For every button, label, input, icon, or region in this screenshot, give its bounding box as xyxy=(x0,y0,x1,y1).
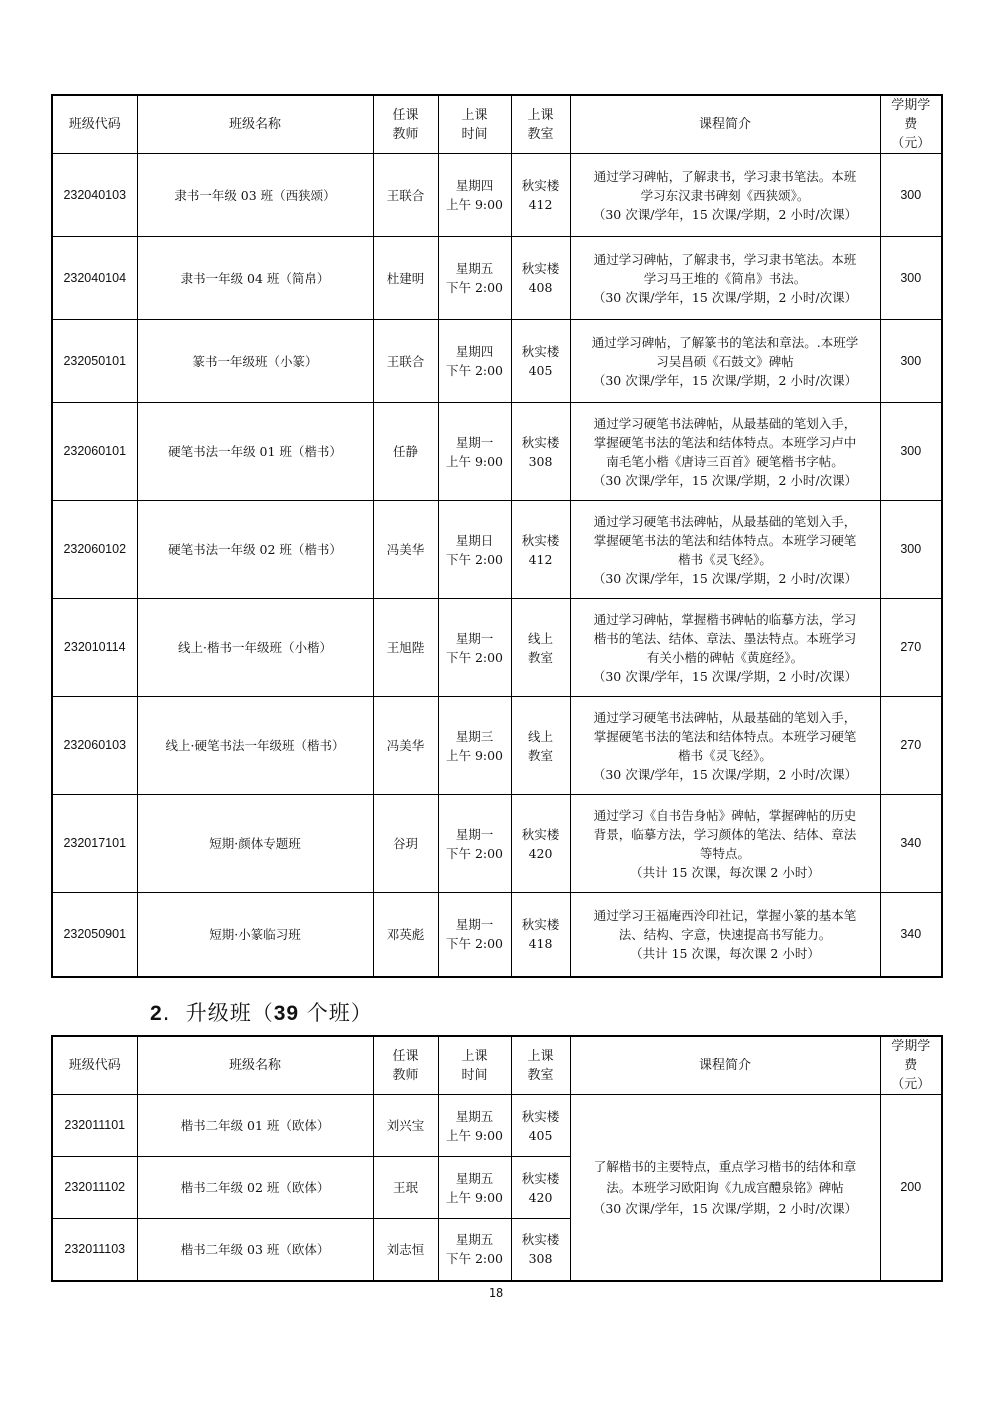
class-time xyxy=(438,501,511,599)
table-row xyxy=(52,893,942,977)
tuition-fee: 270 xyxy=(880,697,942,795)
class-code: 232040104 xyxy=(52,237,137,320)
class-name: 楷书二年级 02 班（欧体） xyxy=(137,1157,373,1219)
class-name: 楷书二年级 03 班（欧体） xyxy=(137,1219,373,1281)
teacher-name: 王珉 xyxy=(373,1157,438,1219)
cell-line: 线上 xyxy=(527,728,553,744)
classroom xyxy=(511,697,570,795)
teacher-name: 冯美华 xyxy=(373,697,438,795)
table-row xyxy=(52,154,942,237)
class-time xyxy=(438,599,511,697)
cell-line: 通过学习王福庵西泠印社记，掌握小篆的基本笔 xyxy=(593,907,857,923)
cell-line: 法、结构、字意，快速提高书写能力。 xyxy=(618,926,832,942)
classroom xyxy=(511,237,570,320)
header-fee: 学期学费 （元） xyxy=(880,1036,942,1095)
header-teacher: 任课 教师 xyxy=(373,1036,438,1095)
header-room: 上课 教室 xyxy=(511,95,570,154)
cell-line: 法。本班学习欧阳询《九成宫醴泉铭》碑帖 xyxy=(606,1179,844,1195)
course-description xyxy=(570,501,880,599)
classroom xyxy=(511,893,570,977)
classroom xyxy=(511,320,570,403)
tuition-fee: 340 xyxy=(880,795,942,893)
header-room: 上课 教室 xyxy=(511,1036,570,1095)
cell-line: 通过学习碑帖，掌握楷书碑帖的临摹方法，学习 xyxy=(593,611,857,627)
course-description xyxy=(570,1095,880,1281)
class-time xyxy=(438,893,511,977)
header-class-name: 班级名称 xyxy=(137,95,373,154)
cell-line: 通过学习碑帖，了解隶书，学习隶书笔法。本班 xyxy=(593,168,857,184)
class-code: 232050101 xyxy=(52,320,137,403)
table-row xyxy=(52,403,942,501)
teacher-name: 王联合 xyxy=(373,154,438,237)
teacher-name: 杜建明 xyxy=(373,237,438,320)
cell-line: 习吴昌硕《石鼓文》碑帖 xyxy=(656,353,794,369)
classroom xyxy=(511,1095,570,1157)
table-row xyxy=(52,237,942,320)
class-name: 线上·硬笔书法一年级班（楷书） xyxy=(137,697,373,795)
cell-line: 掌握硬笔书法的笔法和结体特点。本班学习硬笔 xyxy=(593,532,857,548)
cell-line: 星期五 xyxy=(455,261,494,276)
cell-line: 通过学习《自书告身帖》碑帖，掌握碑帖的历史 xyxy=(593,807,857,823)
teacher-name: 刘兴宝 xyxy=(373,1095,438,1157)
cell-line: 楷书《灵飞经》。 xyxy=(678,551,772,567)
class-code: 232010114 xyxy=(52,599,137,697)
cell-line: 下午 2:00 xyxy=(445,280,504,295)
teacher-name: 刘志恒 xyxy=(373,1219,438,1281)
cell-line: 上午 9:00 xyxy=(445,1189,504,1205)
cell-line: 星期三 xyxy=(455,728,494,744)
cell-line: 405 xyxy=(528,1127,553,1143)
class-time xyxy=(438,795,511,893)
course-description xyxy=(570,599,880,697)
classroom xyxy=(511,599,570,697)
class-name: 短期·颜体专题班 xyxy=(137,795,373,893)
header-description: 课程简介 xyxy=(570,1036,880,1095)
classroom xyxy=(511,1157,570,1219)
cell-line: 通过学习硬笔书法碑帖，从最基础的笔划入手， xyxy=(593,415,857,431)
teacher-name: 王联合 xyxy=(373,320,438,403)
cell-line: 等特点。 xyxy=(699,845,750,861)
cell-line: 掌握硬笔书法的笔法和结体特点。本班学习硬笔 xyxy=(593,728,857,744)
course-description xyxy=(570,154,880,237)
table-header-row xyxy=(52,95,942,154)
cell-line: 上午 9:00 xyxy=(445,453,504,469)
tuition-fee: 340 xyxy=(880,893,942,977)
teacher-name: 谷玥 xyxy=(373,795,438,893)
cell-line: 星期一 xyxy=(455,434,494,450)
cell-line: 楷书《灵飞经》。 xyxy=(678,747,772,763)
tuition-fee: 270 xyxy=(880,599,942,697)
header-class-code: 班级代码 xyxy=(52,95,137,154)
table-row xyxy=(52,320,942,403)
cell-line: 上午 9:00 xyxy=(445,197,504,212)
classroom xyxy=(511,501,570,599)
class-table-first-year xyxy=(51,94,943,978)
class-code: 232060103 xyxy=(52,697,137,795)
cell-line: 背景，临摹方法，学习颜体的笔法、结体、章法 xyxy=(593,826,857,842)
class-name: 隶书一年级 03 班（西狭颂） xyxy=(137,154,373,237)
cell-line: 星期四 xyxy=(455,344,494,359)
class-code: 232040103 xyxy=(52,154,137,237)
cell-line: 星期五 xyxy=(455,1108,494,1124)
cell-line: 教室 xyxy=(527,649,553,665)
class-name: 硬笔书法一年级 01 班（楷书） xyxy=(137,403,373,501)
course-description xyxy=(570,893,880,977)
class-name: 篆书一年级班（小篆） xyxy=(137,320,373,403)
cell-line: （30 次课/学年，15 次课/学期，2 小时/次课） xyxy=(592,472,858,488)
cell-line: 420 xyxy=(528,1189,553,1205)
cell-line: 418 xyxy=(528,936,553,952)
cell-line: 通过学习碑帖，了解篆书的笔法和章法。.本班学 xyxy=(591,334,859,350)
course-description xyxy=(570,403,880,501)
classroom xyxy=(511,795,570,893)
cell-line: 星期一 xyxy=(455,917,494,933)
header-class-name: 班级名称 xyxy=(137,1036,373,1095)
tuition-fee: 300 xyxy=(880,154,942,237)
teacher-name: 邓英彪 xyxy=(373,893,438,977)
class-time xyxy=(438,154,511,237)
class-code: 232017101 xyxy=(52,795,137,893)
class-time xyxy=(438,697,511,795)
cell-line: （30 次课/学年，15 次课/学期，2 小时/次课） xyxy=(592,372,858,388)
teacher-name: 冯美华 xyxy=(373,501,438,599)
cell-line: 秋实楼 xyxy=(521,261,560,276)
cell-line: 星期五 xyxy=(455,1170,494,1186)
class-time xyxy=(438,1157,511,1219)
cell-line: 星期一 xyxy=(455,826,494,842)
cell-line: 下午 2:00 xyxy=(445,936,504,952)
teacher-name: 任静 xyxy=(373,403,438,501)
header-fee: 学期学费 （元） xyxy=(880,95,942,154)
cell-line: 楷书的笔法、结体、章法、墨法特点。本班学习 xyxy=(593,630,857,646)
class-time xyxy=(438,403,511,501)
cell-line: 通过学习碑帖，了解隶书，学习隶书笔法。本班 xyxy=(593,251,857,267)
cell-line: 秋实楼 xyxy=(521,344,560,359)
cell-line: 有关小楷的碑帖《黄庭经》。 xyxy=(646,649,804,665)
tuition-fee: 300 xyxy=(880,501,942,599)
class-name: 楷书二年级 01 班（欧体） xyxy=(137,1095,373,1157)
cell-line: 通过学习硬笔书法碑帖，从最基础的笔划入手， xyxy=(593,709,857,725)
section-title-upgrade-classes: 2. 升级班（39 个班） xyxy=(150,1001,373,1025)
cell-line: 星期五 xyxy=(455,1232,494,1248)
table-header-row xyxy=(52,1036,942,1095)
header-time: 上课 时间 xyxy=(438,95,511,154)
cell-line: 下午 2:00 xyxy=(445,845,504,861)
class-name: 硬笔书法一年级 02 班（楷书） xyxy=(137,501,373,599)
cell-line: 掌握硬笔书法的笔法和结体特点。本班学习卢中 xyxy=(593,434,857,450)
class-code: 232050901 xyxy=(52,893,137,977)
cell-line: （30 次课/学年，15 次课/学期，2 小时/次课） xyxy=(592,570,858,586)
table-row xyxy=(52,697,942,795)
cell-line: 秋实楼 xyxy=(521,178,560,193)
course-description xyxy=(570,237,880,320)
cell-line: （30 次课/学年，15 次课/学期，2 小时/次课） xyxy=(592,289,858,305)
cell-line: 408 xyxy=(528,280,553,295)
tuition-fee: 200 xyxy=(880,1095,942,1281)
class-code: 232060102 xyxy=(52,501,137,599)
header-class-code: 班级代码 xyxy=(52,1036,137,1095)
page-number: 18 xyxy=(488,1286,504,1300)
cell-line: 线上 xyxy=(527,630,553,646)
cell-line: 下午 2:00 xyxy=(445,551,504,567)
cell-line: 308 xyxy=(528,1251,553,1267)
tuition-fee: 300 xyxy=(880,320,942,403)
cell-line: （30 次课/学年，15 次课/学期，2 小时/次课） xyxy=(592,766,858,782)
cell-line: 通过学习硬笔书法碑帖，从最基础的笔划入手， xyxy=(593,513,857,529)
table-row xyxy=(52,599,942,697)
cell-line: 了解楷书的主要特点，重点学习楷书的结体和章 xyxy=(593,1158,857,1174)
cell-line: 上午 9:00 xyxy=(445,1127,504,1143)
cell-line: 星期日 xyxy=(455,532,494,548)
teacher-name: 王旭陛 xyxy=(373,599,438,697)
class-table-upgrade xyxy=(51,1035,943,1282)
class-time xyxy=(438,1095,511,1157)
classroom xyxy=(511,1219,570,1281)
cell-line: （30 次课/学年，15 次课/学期，2 小时/次课） xyxy=(592,1200,858,1216)
cell-line: 南毛笔小楷《唐诗三百首》硬笔楷书字帖。 xyxy=(606,453,844,469)
cell-line: 秋实楼 xyxy=(521,532,560,548)
class-name: 线上·楷书一年级班（小楷） xyxy=(137,599,373,697)
table-row xyxy=(52,1095,942,1157)
cell-line: 秋实楼 xyxy=(521,1232,560,1248)
table-row xyxy=(52,501,942,599)
cell-line: （30 次课/学年，15 次课/学期，2 小时/次课） xyxy=(592,206,858,222)
class-code: 232060101 xyxy=(52,403,137,501)
header-description: 课程简介 xyxy=(570,95,880,154)
cell-line: （共计 15 次课，每次课 2 小时） xyxy=(630,945,820,961)
classroom xyxy=(511,403,570,501)
tuition-fee: 300 xyxy=(880,237,942,320)
class-code: 232011102 xyxy=(52,1157,137,1219)
class-code: 232011103 xyxy=(52,1219,137,1281)
cell-line: 秋实楼 xyxy=(521,826,560,842)
course-description xyxy=(570,795,880,893)
class-name: 隶书一年级 04 班（简帛） xyxy=(137,237,373,320)
cell-line: 412 xyxy=(528,197,553,212)
cell-line: 教室 xyxy=(527,747,553,763)
class-time xyxy=(438,320,511,403)
cell-line: 下午 2:00 xyxy=(445,363,504,378)
class-code: 232011101 xyxy=(52,1095,137,1157)
cell-line: 下午 2:00 xyxy=(445,649,504,665)
classroom xyxy=(511,154,570,237)
table-row xyxy=(52,795,942,893)
class-time xyxy=(438,237,511,320)
cell-line: 星期四 xyxy=(455,178,494,193)
header-time: 上课 时间 xyxy=(438,1036,511,1095)
cell-line: 308 xyxy=(528,453,553,469)
cell-line: 秋实楼 xyxy=(521,434,560,450)
header-teacher: 任课 教师 xyxy=(373,95,438,154)
cell-line: 学习马王堆的《简帛》书法。 xyxy=(643,270,807,286)
cell-line: 星期一 xyxy=(455,630,494,646)
cell-line: 下午 2:00 xyxy=(445,1251,504,1267)
cell-line: 秋实楼 xyxy=(521,1170,560,1186)
cell-line: 上午 9:00 xyxy=(445,747,504,763)
class-time xyxy=(438,1219,511,1281)
course-description xyxy=(570,697,880,795)
cell-line: （30 次课/学年，15 次课/学期，2 小时/次课） xyxy=(592,668,858,684)
cell-line: 420 xyxy=(528,845,553,861)
tuition-fee: 300 xyxy=(880,403,942,501)
cell-line: 405 xyxy=(528,363,553,378)
course-description xyxy=(570,320,880,403)
cell-line: 412 xyxy=(528,551,553,567)
cell-line: 学习东汉隶书碑刻《西狭颂》。 xyxy=(640,187,810,203)
cell-line: 秋实楼 xyxy=(521,917,560,933)
cell-line: （共计 15 次课，每次课 2 小时） xyxy=(630,864,820,880)
class-name: 短期·小篆临习班 xyxy=(137,893,373,977)
cell-line: 秋实楼 xyxy=(521,1108,560,1124)
